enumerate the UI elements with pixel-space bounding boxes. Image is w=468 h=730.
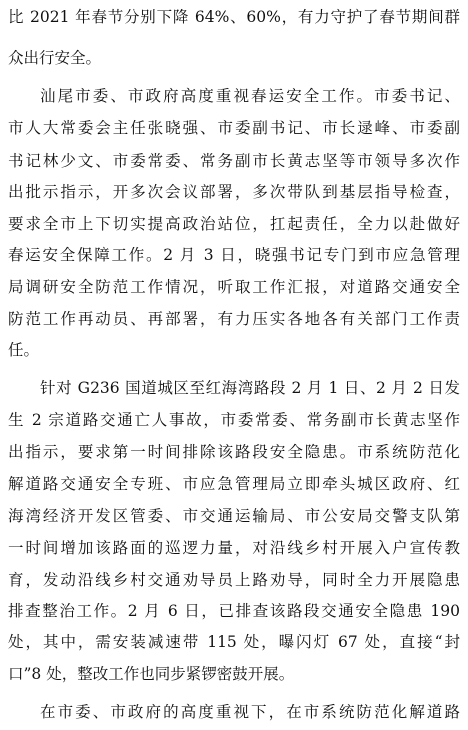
paragraph-line: 在市委、市政府的高度重视下，在市系统防范化解道路 — [40, 703, 460, 721]
paragraph-line: 排查整治工作。2 月 6 日，已排查该路段交通安全隐患 190 — [8, 602, 460, 620]
paragraph-line: 口”8 处，整改工作也同步紧锣密鼓开展。 — [8, 665, 295, 683]
paragraph-line: 局调研安全防范工作情况，听取工作汇报，对道路交通安全 — [8, 278, 460, 296]
paragraph-line: 处，其中，需安装减速带 115 处，曝闪灯 67 处，直接“封 — [8, 633, 460, 651]
paragraph-line: 出批示指示，开多次会议部署，多次带队到基层指导检查， — [8, 183, 460, 201]
paragraph-line: 众出行安全。 — [8, 49, 102, 67]
paragraph-line: 要求全市上下切实提高政治站位，扛起责任，全力以赴做好 — [8, 215, 460, 233]
paragraph-line: 市人大常委会主任张晓强、市委副书记、市长逯峰、市委副 — [8, 119, 460, 137]
paragraph-line: 一时间增加该路面的巡逻力量，对沿线乡村开展入户宣传教 — [8, 539, 460, 557]
paragraph-line: 任。 — [8, 341, 40, 359]
paragraph-line: 解道路交通安全专班、市应急管理局立即牵头城区政府、红 — [8, 475, 460, 493]
paragraph-line: 春运安全保障工作。2 月 3 日，晓强书记专门到市应急管理 — [8, 246, 460, 264]
paragraph-line: 出指示，要求第一时间排除该路段安全隐患。市系统防范化 — [8, 443, 460, 461]
paragraph-line: 比 2021 年春节分别下降 64%、60%，有力守护了春节期间群 — [8, 8, 460, 26]
paragraph-line: 针对 G236 国道城区至红海湾路段 2 月 1 日、2 月 2 日发 — [40, 379, 460, 397]
paragraph-line: 书记林少文、市委常委、常务副市长黄志坚等市领导多次作 — [8, 152, 460, 170]
paragraph-line: 海湾经济开发区管委、市交通运输局、市公安局交警支队第 — [8, 507, 460, 525]
paragraph-line: 汕尾市委、市政府高度重视春运安全工作。市委书记、 — [40, 87, 460, 105]
paragraph-line: 防范工作再动员、再部署，有力压实各地各有关部门工作责 — [8, 310, 460, 328]
paragraph-line: 生 2 宗道路交通亡人事故，市委常委、常务副市长黄志坚作 — [8, 411, 460, 429]
paragraph-line: 育，发动沿线乡村交通劝导员上路劝导，同时全力开展隐患 — [8, 571, 460, 589]
